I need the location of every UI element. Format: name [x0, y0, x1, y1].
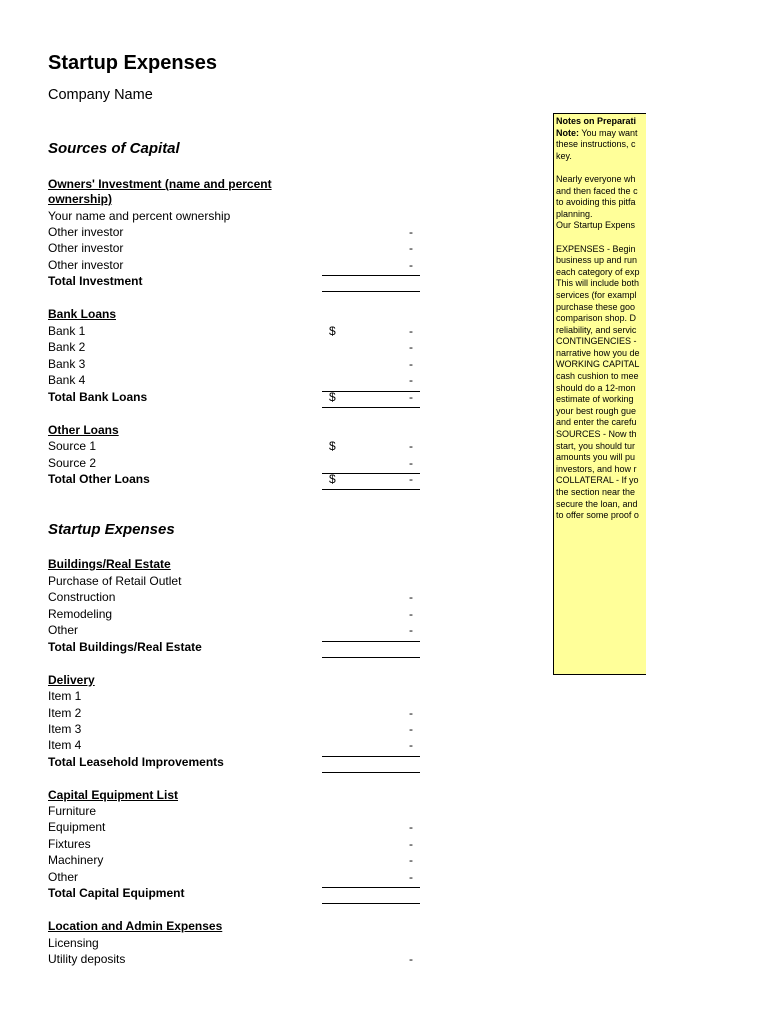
line-item-row [48, 737, 420, 753]
amount-cell[interactable]: - [409, 390, 413, 404]
total-rule-top [322, 756, 420, 757]
row-label[interactable]: Other [48, 870, 79, 884]
line-item-row [48, 819, 420, 835]
row-label[interactable]: Bank 2 [48, 340, 86, 354]
notes-line: to avoiding this pitfa [556, 197, 636, 208]
notes-line: key. [556, 150, 572, 161]
amount-cell[interactable]: - [409, 706, 413, 720]
amount-cell[interactable]: - [409, 853, 413, 867]
notes-line: Notes on Preparati [556, 116, 637, 126]
notes-line: and then faced the c [556, 185, 638, 196]
notes-line: services (for exampl [556, 289, 637, 300]
row-label[interactable]: Source 2 [48, 456, 97, 470]
amount-cell[interactable]: - [409, 472, 413, 486]
category-heading[interactable]: Owners' Investment (name and percent ownership) [48, 177, 272, 206]
line-item-row [48, 240, 420, 256]
line-item-row [48, 836, 420, 852]
row-label[interactable]: Licensing [48, 936, 99, 950]
amount-cell[interactable]: - [409, 324, 413, 338]
notes-text [556, 116, 646, 522]
amount-cell[interactable]: - [409, 258, 413, 272]
total-rule-bottom [322, 291, 420, 292]
currency-symbol: $ [329, 472, 336, 486]
row-label[interactable]: Total Bank Loans [48, 390, 148, 404]
row-label[interactable]: Bank 1 [48, 324, 86, 338]
notes-line: comparison shop. D [556, 313, 637, 324]
notes-line: secure the loan, and [556, 498, 638, 509]
notes-line: reliability, and servic [556, 324, 637, 335]
notes-line: estimate of working [556, 394, 634, 405]
notes-line: and enter the carefu [556, 417, 637, 428]
line-item-row [48, 455, 420, 471]
notes-line: planning. [556, 208, 593, 219]
category-heading[interactable]: Delivery [48, 673, 95, 687]
row-label[interactable]: Equipment [48, 820, 106, 834]
notes-line: EXPENSES - Begin [556, 243, 636, 254]
notes-line: Nearly everyone wh [556, 173, 636, 184]
amount-cell[interactable]: - [409, 456, 413, 470]
row-label[interactable]: Utility deposits [48, 952, 126, 966]
line-item-row [48, 323, 420, 339]
line-item-row [48, 606, 420, 622]
row-label[interactable]: Total Capital Equipment [48, 886, 185, 900]
category-heading[interactable]: Other Loans [48, 423, 119, 437]
amount-cell[interactable]: - [409, 952, 413, 966]
line-item-row [48, 935, 420, 951]
section-header-row [48, 177, 420, 209]
amount-cell[interactable]: - [409, 241, 413, 255]
notes-line: purchase these goo [556, 301, 636, 312]
total-rule-bottom [322, 489, 420, 490]
row-label[interactable]: Item 3 [48, 722, 82, 736]
section-header-row [48, 787, 420, 803]
notes-line: these instructions, c [556, 139, 636, 150]
row-label[interactable]: Other investor [48, 225, 124, 239]
notes-line: cash cushion to mee [556, 371, 639, 382]
row-label[interactable]: Bank 3 [48, 357, 86, 371]
total-rule-top [322, 641, 420, 642]
line-item-row [48, 372, 420, 388]
section-title-sources-of-capital: Sources of Capital [48, 140, 180, 157]
section-header-row [48, 422, 420, 438]
line-item-row [48, 852, 420, 868]
category-heading[interactable]: Bank Loans [48, 307, 117, 321]
section-header-row [48, 918, 420, 934]
notes-line: narrative how you de [556, 347, 640, 358]
total-rule-top [322, 887, 420, 888]
line-item-row [48, 622, 420, 638]
notes-panel [553, 113, 646, 675]
total-rule-bottom [322, 903, 420, 904]
section-header-row [48, 306, 420, 322]
row-label[interactable]: Item 1 [48, 689, 82, 703]
row-label[interactable]: Construction [48, 590, 116, 604]
notes-line: amounts you will pu [556, 452, 636, 463]
line-item-row [48, 438, 420, 454]
total-rule-bottom [322, 772, 420, 773]
notes-line: This will include both [556, 278, 640, 289]
row-label[interactable]: Remodeling [48, 607, 113, 621]
currency-symbol: $ [329, 390, 336, 404]
line-item-row [48, 869, 420, 885]
line-item-row [48, 688, 420, 704]
amount-cell[interactable]: - [409, 820, 413, 834]
notes-spacer [556, 162, 646, 174]
line-item-row [48, 721, 420, 737]
category-heading[interactable]: Buildings/Real Estate [48, 557, 171, 571]
row-label[interactable]: Bank 4 [48, 373, 86, 387]
total-rule-bottom [322, 657, 420, 658]
notes-line: business up and run [556, 255, 638, 266]
row-label[interactable]: Other [48, 623, 79, 637]
row-label[interactable]: Furniture [48, 804, 97, 818]
notes-line: to offer some proof o [556, 510, 639, 521]
notes-line: start, you should tur [556, 440, 636, 451]
amount-cell[interactable]: - [409, 340, 413, 354]
row-label[interactable]: Source 1 [48, 439, 97, 453]
total-rule-top [322, 473, 420, 474]
amount-cell[interactable]: - [409, 357, 413, 371]
line-item-row [48, 573, 420, 589]
notes-line: WORKING CAPITAL [556, 359, 640, 370]
notes-line: the section near the [556, 487, 636, 497]
amount-cell[interactable]: - [409, 623, 413, 637]
notes-line: your best rough gue [556, 405, 637, 416]
row-label[interactable]: Total Leasehold Improvements [48, 755, 224, 769]
row-label[interactable]: Other investor [48, 241, 124, 255]
notes-line: Our Startup Expens [556, 220, 636, 231]
row-label[interactable]: Your name and percent ownership [48, 209, 231, 223]
line-item-row [48, 803, 420, 819]
notes-line: Note: You may want [556, 127, 638, 138]
amount-cell[interactable]: - [409, 722, 413, 736]
currency-symbol: $ [329, 324, 336, 338]
row-label[interactable]: Item 2 [48, 706, 82, 720]
total-rule-bottom [322, 407, 420, 408]
row-label[interactable]: Total Buildings/Real Estate [48, 640, 202, 654]
row-label[interactable]: Other investor [48, 258, 124, 272]
company-name[interactable]: Company Name [48, 87, 153, 103]
amount-cell[interactable]: - [409, 439, 413, 453]
notes-line: each category of exp [556, 266, 640, 277]
notes-line: SOURCES - Now th [556, 429, 637, 440]
line-item-row [48, 339, 420, 355]
line-item-row [48, 705, 420, 721]
notes-spacer [556, 232, 646, 244]
row-label[interactable]: Fixtures [48, 837, 91, 851]
total-rule-top [322, 391, 420, 392]
row-label[interactable]: Item 4 [48, 738, 82, 752]
amount-cell[interactable]: - [409, 590, 413, 604]
row-label[interactable]: Total Investment [48, 274, 143, 288]
notes-line: investors, and how r [556, 463, 637, 474]
section-header-row [48, 672, 420, 688]
row-label[interactable]: Machinery [48, 853, 104, 867]
section-title-startup-expenses: Startup Expenses [48, 521, 175, 538]
notes-line: CONTINGENCIES - [556, 336, 637, 347]
amount-cell[interactable]: - [409, 870, 413, 884]
line-item-row [48, 257, 420, 273]
row-label[interactable]: Total Other Loans [48, 472, 150, 486]
amount-cell[interactable]: - [409, 837, 413, 851]
notes-line: should do a 12-mon [556, 382, 636, 393]
line-item-row [48, 951, 420, 967]
line-item-row [48, 208, 420, 224]
amount-cell[interactable]: - [409, 738, 413, 752]
row-label[interactable]: Purchase of Retail Outlet [48, 574, 182, 588]
line-item-row [48, 356, 420, 372]
document-title: Startup Expenses [48, 52, 217, 74]
amount-cell[interactable]: - [409, 607, 413, 621]
line-item-row [48, 224, 420, 240]
line-item-row [48, 589, 420, 605]
currency-symbol: $ [329, 439, 336, 453]
category-heading[interactable]: Capital Equipment List [48, 788, 179, 802]
notes-line: COLLATERAL - If yo [556, 475, 639, 486]
total-rule-top [322, 275, 420, 276]
amount-cell[interactable]: - [409, 373, 413, 387]
category-heading[interactable]: Location and Admin Expenses [48, 919, 223, 933]
amount-cell[interactable]: - [409, 225, 413, 239]
section-header-row [48, 556, 420, 572]
